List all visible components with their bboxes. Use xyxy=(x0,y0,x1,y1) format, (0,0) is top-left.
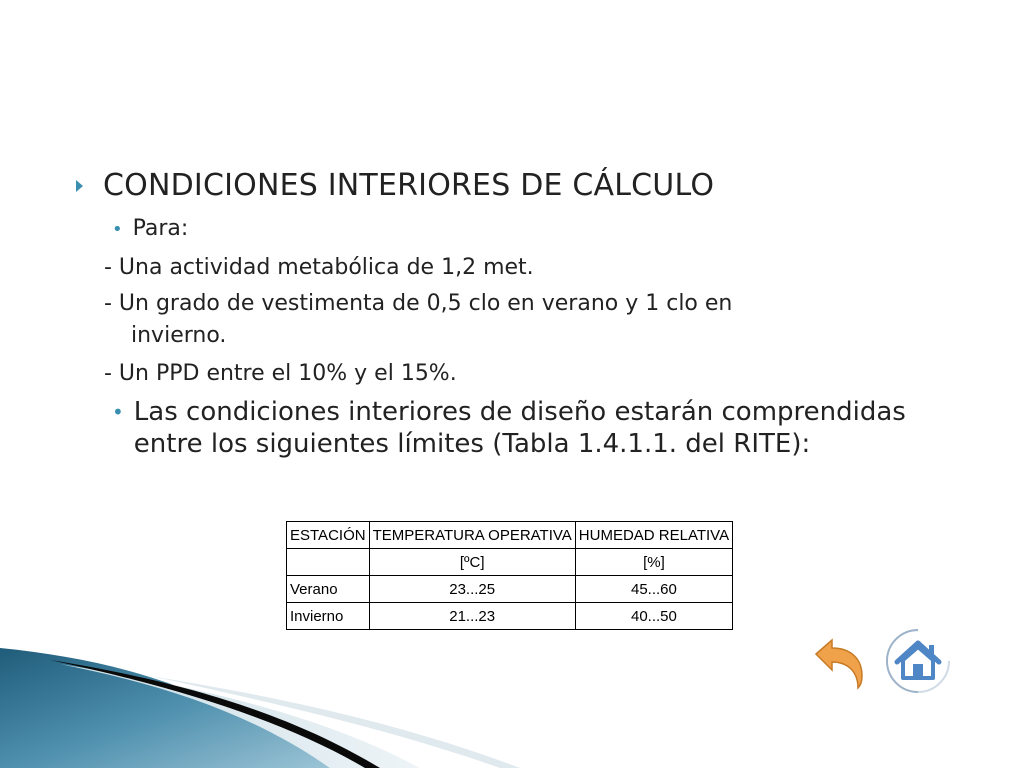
table-cell: 21...23 xyxy=(369,603,575,630)
heading-row xyxy=(76,168,714,203)
bullet-para-text: Para: xyxy=(132,216,189,241)
table-cell xyxy=(287,549,370,576)
table-cell: Verano xyxy=(287,576,370,603)
list-item-clothing: - Un grado de vestimenta de 0,5 clo en verano y 1 clo en xyxy=(104,291,733,316)
bullet-limits xyxy=(112,396,906,460)
list-item-clothing-cont: invierno. xyxy=(131,323,227,348)
limits-line-2: entre los siguientes límites (Tabla 1.4.1.1. del RITE): xyxy=(133,429,811,459)
return-arrow-icon[interactable] xyxy=(810,632,868,690)
slide-heading: CONDICIONES INTERIORES DE CÁLCULO xyxy=(103,168,715,203)
table-cell: [%] xyxy=(575,549,732,576)
table-header: HUMEDAD RELATIVA xyxy=(575,522,732,549)
bullet-dot-icon: • xyxy=(112,400,124,424)
bullet-para xyxy=(112,216,188,241)
table-header: ESTACIÓN xyxy=(287,522,370,549)
table-cell: Invierno xyxy=(287,603,370,630)
list-item-metabolic: - Una actividad metabólica de 1,2 met. xyxy=(104,255,534,280)
home-icon[interactable] xyxy=(883,626,953,696)
table-cell: 40...50 xyxy=(575,603,732,630)
bullet-dot-icon: • xyxy=(112,219,123,240)
table-cell: 23...25 xyxy=(369,576,575,603)
table-row xyxy=(287,576,733,603)
table-cell: 45...60 xyxy=(575,576,732,603)
table-header-row xyxy=(287,522,733,549)
table-row xyxy=(287,603,733,630)
list-item-ppd: - Un PPD entre el 10% y el 15%. xyxy=(104,361,457,386)
table-header: TEMPERATURA OPERATIVA xyxy=(369,522,575,549)
table-cell: [ºC] xyxy=(369,549,575,576)
bullet-limits-text xyxy=(134,396,906,460)
triangle-right-icon xyxy=(76,180,83,192)
limits-table xyxy=(286,521,733,630)
table-units-row xyxy=(287,549,733,576)
limits-line-1: Las condiciones interiores de diseño estarán comprendidas xyxy=(133,397,906,427)
